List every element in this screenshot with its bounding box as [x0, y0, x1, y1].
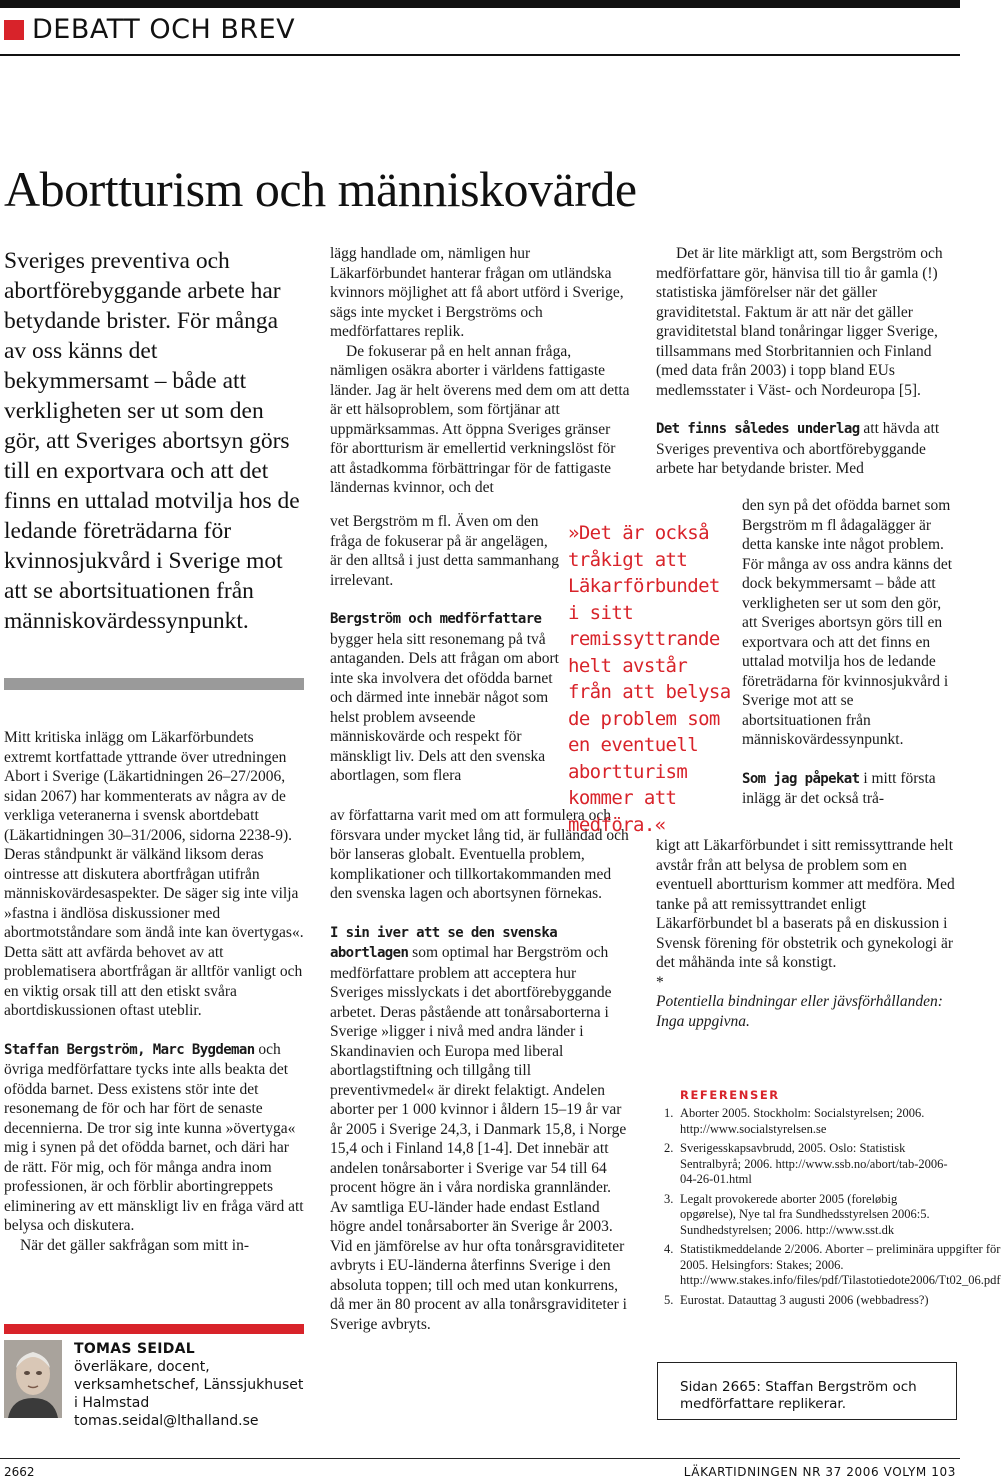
- author-name: TOMAS SEIDAL: [74, 1341, 196, 1357]
- ingress-divider: [4, 678, 304, 690]
- paragraph: [656, 419, 956, 479]
- paragraph-text: i mitt första inlägg är det också trå-: [742, 769, 936, 807]
- paragraph: [742, 769, 956, 809]
- references-heading: REFERENSER: [680, 1088, 780, 1102]
- conflict-of-interest: Potentiella bindningar eller jävsförhållanden: Inga uppgivna.: [656, 993, 943, 1030]
- author-rule: [4, 1324, 304, 1334]
- paragraph: den syn på det ofödda barnet som Bergström m fl ådagalägger är detta kanske inte något problem. För många av oss andra känns det dock bekymmersamt – både att verkligheten ser ut som den gör, att Sveriges abortsyn görs till en exportvara och att det finns en uttalad motvilja hos de ledande företrädarna för kvinnosjukvård i Sverige mot att se abortsituationen från människovärdessynpunkt.: [742, 497, 953, 748]
- reference-item: 4. Statistikmeddelande 2/2006. Aborter – preliminära uppgifter för 2005. Helsingfors: Stakes; 2006. http://www.stakes.info/files/pdf/Tilastotiedote2006/Tt02_06.pdf: [664, 1242, 1001, 1287]
- reference-item: 5. Eurostat. Datauttag 3 augusti 2006 (webbadress?): [664, 1292, 929, 1307]
- paragraph-lead: Staffan Bergström, Marc Bygdeman: [4, 1041, 255, 1058]
- reference-item: 1. Aborter 2005. Stockholm: Socialstyrelsen; 2006. http://www.socialstyrelsen.se: [664, 1106, 925, 1136]
- references-list: [664, 1106, 1001, 1312]
- section-header: [4, 14, 295, 45]
- pull-quote: »Det är också tråkigt att Läkarförbundet i sitt remissyttrande helt avstår från att belysa de problem som en eventuell abortturism kommer att medföra.«: [568, 522, 731, 836]
- ingress: Sveriges preventiva och abortförebyggande arbete har betydande brister. För många av oss känns det bekymmersamt – både att verkligheten ser ut som den gör, att Sveriges abortsyn görs till en exportvara och att det finns en uttalad motvilja hos de ledande företrädarna för kvinnosjukvård i Sverige mot att se abortsituationen från människovärdessynpunkt.: [4, 248, 300, 634]
- column-3-body-middle: [742, 496, 956, 809]
- journal-issue: LÄKARTIDNINGEN NR 37 2006 VOLYM 103: [683, 1465, 956, 1479]
- paragraph: lägg handlade om, nämligen hur Läkarförbundet hanterar frågan om utländska kvinnors möjlighet att få abort utförd i Sverige, sägs inte mycket i Bergströms och medförfattares replik.: [330, 245, 624, 340]
- paragraph-lead: I sin iver att se den svenska abortlagen: [330, 924, 558, 961]
- paragraph-lead: Det finns således underlag: [656, 421, 860, 437]
- paragraph: När det gäller sakfrågan som mitt in-: [20, 1236, 249, 1254]
- paragraph-text: som optimal har Bergström och medförfattare problem att acceptera hur Sveriges misslyckats i det abortförebyggande arbetet. Deras påstående att tonårsaborterna i Sverige »ligger i nivå med andra länder i Skandinavien och Europa med liberal abortlagstiftning och tillgång till preventivmedel« är direkt felaktigt. Andelen aborter per 1 000 kvinnor i åldern 15–19 år var år 2005 i Sverige 24,3, i Danmark 15,8, i Norge 15,4 och i Finland 14,8 [1-4]. Det innebär att andelen tonårsaborter i Sverige var 54 till 64 procent högre än i våra nordiska grannländer. Av samtliga EU-länder hade endast Estland högre andel tonårsaborter än Sverige år 2003. Vid en jämförelse av hur ofta tonårsgraviditeter avbryts i EU-länderna återfinns Sverige i den absoluta toppen; till och med utan konkurrens, då mer än 80 procent av alla tonårsgraviditeter i Sverige avbryts.: [330, 944, 627, 1333]
- top-bar: [0, 0, 960, 8]
- article-title: Abortturism och människovärde: [4, 161, 637, 217]
- ingress-column: [4, 246, 304, 636]
- section-label: DEBATT OCH BREV: [32, 14, 296, 45]
- column-2-body-top: [330, 244, 630, 498]
- paragraph: Mitt kritiska inlägg om Läkarförbundets extremt kortfattade yttrande över utredningen Abort i Sverige (Läkartidningen 26–27/2006, sidan 2067) har kommenterats av några av de verkliga veteranerna i svensk abortdebatt (Läkartidningen 30–31/2006, sidorna 2238-9). Deras ståndpunkt är välkänd liksom deras ointresse att diskutera abortfrågan utifrån människovärdesaspekter. De säger sig inte vilja »fastna i ändlösa diskussioner med abortmotståndare som ändå inte kan övertygas«. Detta sätt att avfärda behovet av att problematisera abortfrågan är alltför vanligt och en viktig orsak till att den etiskt svåra abortdiskussionen oftast uteblir.: [4, 729, 304, 1019]
- column-3-body-bottom: [656, 836, 956, 1031]
- column-2-body-middle: [330, 512, 560, 786]
- paragraph-lead: Som jag påpekat: [742, 770, 860, 787]
- paragraph-lead: Bergström och medförfattare: [330, 611, 542, 627]
- reply-notice-box: [657, 1362, 957, 1420]
- author-email[interactable]: tomas.seidal@lthalland.se: [74, 1413, 259, 1429]
- paragraph: [330, 923, 630, 1335]
- paragraph: vet Bergström m fl. Även om den fråga de fokuserar på är angelägen, är den alltså i just detta sammanhang irrelevant.: [330, 513, 559, 589]
- author-role: överläkare, docent, verksamhetschef, Länssjukhuset i Halmstad: [74, 1359, 304, 1411]
- column-2-body-bottom: [330, 806, 630, 1334]
- paragraph: [4, 1040, 304, 1236]
- column-1-body: [4, 728, 304, 1255]
- paragraph: Det är lite märkligt att, som Bergström och medförfattare gör, hänvisa till tio år gamla (!) statistiska jämförelser när det gäller graviditetstal. Faktum är att när det gäller graviditetstal bland tonåringar ligger Sverige, tillsammans med Storbritannien och Finland (med data från 2003) i topp bland EUs medlemsstater i Väst- och Nordeuropa [5].: [656, 245, 943, 399]
- paragraph: [330, 609, 560, 786]
- paragraph: De fokuserar på en helt annan fråga, nämligen osäkra aborter i världens fattigaste länder. Jag är helt överens med dem om att detta är ett hälsoproblem, som förtjänar att uppmärksammas. Att öppna Sveriges gränser för abortturism är emellertid verkningslöst för att åstadkomma förbättringar för de fattigaste ländernas kvinnor, och det: [330, 342, 630, 496]
- footer-rule: [0, 1458, 960, 1459]
- column-3-body-top: [656, 244, 956, 479]
- paragraph-text: att hävda att Sveriges preventiva och abortförebyggande arbete har betydande brister. Med: [656, 420, 940, 477]
- author-photo: [4, 1340, 62, 1418]
- reference-item: 3. Legalt provokerede aborter 2005 (foreløbig opgørelse), Nye tal fra Sundhedsstyrelsen 2006:5. Sundhedstyrelsen; 2006. http://www.sst.dk: [664, 1191, 930, 1237]
- paragraph-text: bygger hela sitt resonemang på två antaganden. Dels att frågan om abort inte ska involvera det ofödda barnet och därmed inte innebär något som helst problem avseende människovärde och respekt för mänskligt liv. Dels att den svenska abortlagen, som flera: [330, 630, 559, 784]
- paragraph: av författarna varit med om att formulera och försvara under mycket lång tid, är fulländad och bör lanseras globalt. Eventuella problem, komplikationer och tillkortakommanden med den svenska lagen och abortsynen förnekas.: [330, 807, 629, 902]
- author-info: [74, 1340, 306, 1430]
- reference-item: 2. Sverigesskapsavbrudd, 2005. Oslo: Statistisk Sentralbyrå; 2006. http://www.ssb.no/abort/tab-2006-04-26-01.html: [664, 1141, 948, 1186]
- header-rule: [0, 54, 960, 56]
- page-number: 2662: [4, 1465, 35, 1479]
- reply-notice: Sidan 2665: Staffan Bergström och medförfattare replikerar.: [680, 1379, 917, 1412]
- section-marker: [4, 20, 24, 40]
- paragraph-text: och övriga medförfattare tycks inte alls beakta det ofödda barnet. Dess existens stör inte det resonemang de för och har fört de senaste decennierna. De tror sig inte kunna »övertyga« mig i synen på det ofödda barnet, och däri har de rätt. För mig, och för många andra inom professionen, är och förblir abortingreppets eliminering av ett mänskligt liv en fråga värd att belysa och diskutera.: [4, 1040, 304, 1234]
- conflict-marker: *: [656, 973, 664, 991]
- paragraph: kigt att Läkarförbundet i sitt remissyttrande helt avstår från att belysa de problem som en eventuell abortturism kommer att medföra. Med tanke på att remissyttrandet enligt Läkarförbundet bl a baserats på en diskussion i Svensk förening för obstetrik och gynekologi är det måhända inte så konstigt.: [656, 837, 955, 971]
